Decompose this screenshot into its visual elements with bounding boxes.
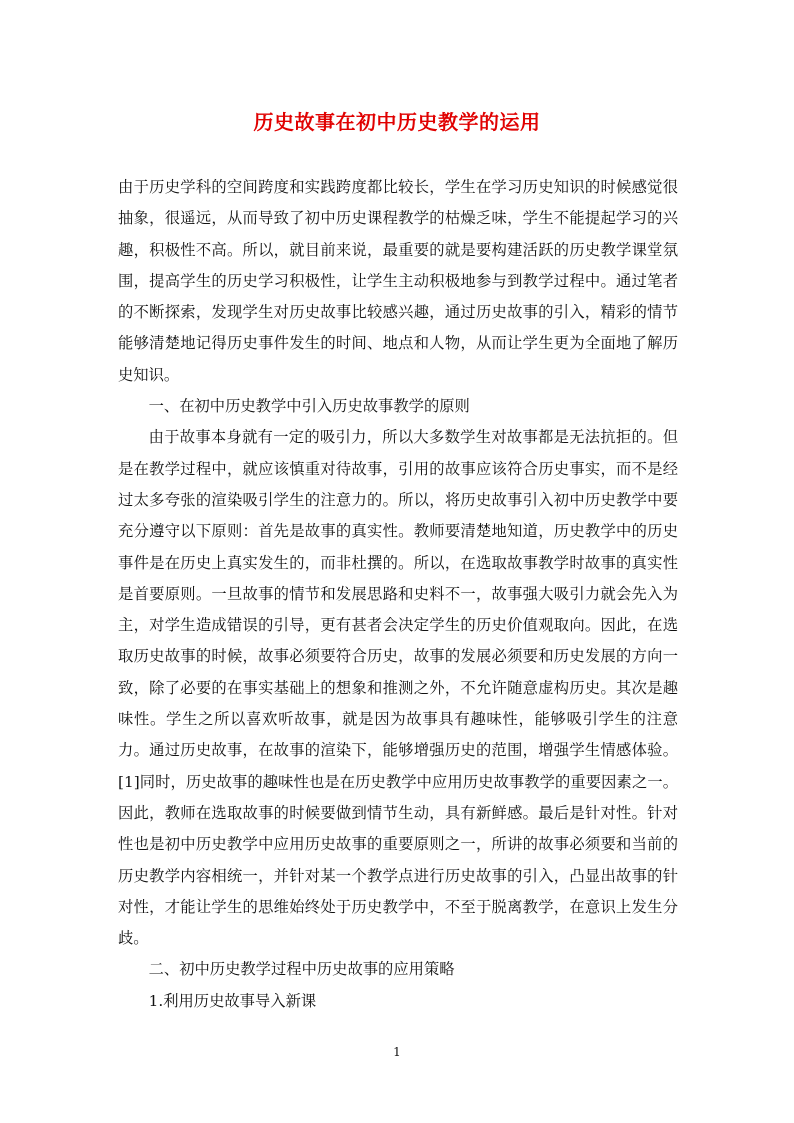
document-body <box>118 172 678 1017</box>
page-number: 1 <box>393 1045 401 1059</box>
subsection-heading-new-lesson: 1.利用历史故事导入新课 <box>148 991 317 1010</box>
section-heading-principles: 一、在初中历史教学中引入历史故事教学的原则 <box>148 397 470 416</box>
principles-paragraph: 由于故事本身就有一定的吸引力，所以大多数学生对故事都是无法抗拒的。但是在教学过程中，就应该慎重对待故事，引用的故事应该符合历史事实，而不是经过太多夸张的渲染吸引学生的注意力的。所以，将历史故事引入初中历史教学中要充分遵守以下原则：首先是故事的真实性。教师要清楚地知道，历史教学中的历史事件是在历史上真实发生的，而非杜撰的。所以，在选取故事教学时故事的真实性是首要原则。一旦故事的情节和发展思路和史料不一，故事强大吸引力就会先入为主，对学生造成错误的引导，更有甚者会决定学生的历史价值观取向。因此，在选取历史故事的时候，故事必须要符合历史，故事的发展必须要和历史发展的方向一致，除了必要的在事实基础上的想象和推测之外，不允许随意虚构历史。其次是趣味性。学生之所以喜欢听故事，就是因为故事具有趣味性，能够吸引学生的注意力。通过历史故事，在故事的渲染下，能够增强历史的范围，增强学生情感体验。[1]同时，历史故事的趣味性也是在历史教学中应用历史故事教学的重要因素之一。因此，教师在选取故事的时候要做到情节生动，具有新鲜感。最后是针对性。针对性也是初中历史教学中应用历史故事的重要原则之一，所讲的故事必须要和当前的历史教学内容相统一，并针对某一个教学点进行历史故事的引入，凸显出故事的针对性，才能让学生的思维始终处于历史教学中，不至于脱离教学，在意识上发生分歧。 <box>118 428 678 948</box>
document-title: 历史故事在初中历史教学的运用 <box>253 110 541 134</box>
intro-paragraph: 由于历史学科的空间跨度和实践跨度都比较长，学生在学习历史知识的时候感觉很抽象，很遥远，从而导致了初中历史课程教学的枯燥乏味，学生不能提起学习的兴趣，积极性不高。所以，就目前来说，最重要的就是要构建活跃的历史教学课堂氛围，提高学生的历史学习积极性，让学生主动积极地参与到教学过程中。通过笔者的不断探索，发现学生对历史故事比较感兴趣，通过历史故事的引入，精彩的情节能够清楚地记得历史事件发生的时间、地点和人物，从而让学生更为全面地了解历史知识。 <box>118 178 678 384</box>
section-heading-strategies: 二、初中历史教学过程中历史故事的应用策略 <box>148 960 455 979</box>
